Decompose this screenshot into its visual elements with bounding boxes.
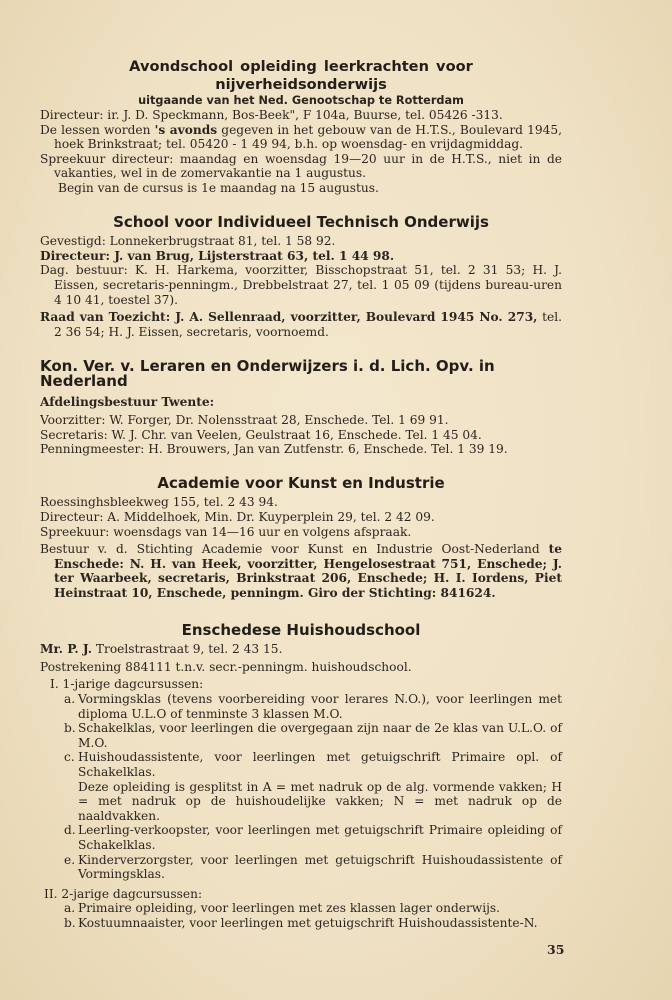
list-text: Kostuumnaaister, voor leerlingen met getuigschrift Huishoudassistente-N.: [78, 915, 538, 930]
list-item: [40, 721, 562, 750]
section-sito: [40, 212, 562, 340]
bold-text: Mr. P. J.: [40, 642, 92, 657]
bold-text: te Enschede: N. H. van Heek, voorzitter, Hengelosestraat 751, Enschede; J. ter Waarbeek, secretaris, Brinkstraat 206, Enschede; H. I. Iordens, Piet Heinstraat 10, Enschede, penningm. Giro der Stichting: 841624.: [54, 542, 562, 601]
course-group-label: II. 2-jarige dagcursussen:: [44, 886, 203, 901]
paragraph: Directeur: ir. J. D. Speckmann, Bos-Beek", F 104a, Buurse, tel. 05426 -313.: [40, 108, 503, 122]
list-text: Primaire opleiding, voor leerlingen met zes klassen lager onderwijs.: [78, 901, 501, 916]
list-text: Vormingsklas (tevens voorbereiding voor lerares N.O.), voor leerlingen met diploma U.L.O of tenminste 3 klassen M.O.: [78, 692, 562, 721]
paragraph: [40, 123, 562, 152]
paragraph: Penningmeester: H. Brouwers, Jan van Zutfenstr. 6, Enschede. Tel. 1 39 19.: [40, 442, 508, 457]
section-heading: Avondschool opleiding leerkrachten voor nijverheidsonderwijs: [129, 58, 473, 93]
paragraph: Spreekuur: woensdags van 14—16 uur en volgens afspraak.: [40, 524, 412, 539]
list-item: [40, 823, 562, 852]
bold-text: Raad van Toezicht: J. A. Sellenraad, voorzitter, Boulevard 1945 No. 273,: [40, 310, 538, 325]
section-heading: Academie voor Kunst en Industrie: [157, 473, 445, 492]
list-marker: a.: [64, 692, 76, 706]
section-huishoudschool: [40, 620, 562, 931]
list-item: [40, 692, 562, 721]
list-text: Leerling-verkoopster, voor leerlingen met getuigschrift Primaire opleiding of Schakelklas.: [78, 823, 562, 852]
paragraph: Secretaris: W. J. Chr. van Veelen, Geulstraat 16, Enschede. Tel. 1 45 04.: [40, 427, 482, 442]
section-heading: Kon. Ver. v. Leraren en Onderwijzers i. d. Lich. Opv. in Nederland: [40, 357, 495, 390]
text: Bestuur v. d. Stichting Academie voor Kunst en Industrie Oost-Nederland: [40, 542, 549, 557]
text: gegeven in het gebouw van de H.T.S., Boulevard 1945, hoek Brinkstraat; tel. 05420 - 1 49 94, b.h. op woensdag- en vrijdagmiddag.: [54, 122, 563, 152]
section-heading: Enschedese Huishoudschool: [181, 620, 421, 639]
paragraph: Roessinghsbleekweg 155, tel. 2 43 94.: [40, 495, 278, 510]
text: Huishoudassistente, voor leerlingen met getuigschrift Primaire opl. of Schakelklas.: [78, 750, 562, 779]
paragraph: Gevestigd: Lonnekerbrugstraat 81, tel. 1 58 92.: [40, 234, 336, 249]
bold-text: 's avonds: [154, 122, 218, 137]
list-text: [78, 750, 562, 823]
paragraph: [40, 642, 562, 657]
section-kon-ver: [40, 359, 562, 457]
paragraph: [40, 310, 562, 339]
list-marker: a.: [64, 901, 76, 916]
text-column: [40, 58, 562, 931]
text: tel. 2 36 54; H. J. Eissen, secretaris, voornoemd.: [54, 310, 562, 339]
section-heading: School voor Individueel Technisch Onderwijs: [113, 212, 489, 231]
page-number: 35: [547, 942, 565, 957]
note: Deze opleiding is gesplitst in A = met nadruk op de alg. vormende vakken; H = met nadruk op de huishoudelijke vakken; N = met nadruk op de naaldvakken.: [78, 779, 562, 823]
list-marker: c.: [64, 750, 75, 765]
list-marker: b.: [64, 721, 76, 736]
section-academie: [40, 473, 562, 601]
text: De lessen worden: [40, 122, 155, 137]
paragraph: [40, 542, 562, 600]
paragraph: Spreekuur directeur: maandag en woensdag 19—20 uur in de H.T.S., niet in de vakanties, wel in de zomervakantie na 1 augustus.: [40, 151, 562, 181]
list-item: [40, 901, 562, 916]
paragraph: [40, 249, 562, 264]
section-subheading: uitgaande van het Ned. Genootschap te Rotterdam: [138, 94, 464, 107]
list-marker: e.: [64, 852, 76, 867]
course-group-label: I. 1-jarige dagcursussen:: [50, 677, 204, 692]
paragraph: Postrekening 884111 t.n.v. secr.-penningm. huishoudschool.: [40, 659, 412, 674]
paragraph: Dag. bestuur: K. H. Harkema, voorzitter, Bisschopstraat 51, tel. 2 31 53; H. J. Eissen, secretaris-penningm., Drebbelstraat 27, tel. 1 05 09 (tijdens bureau-uren 4 10 41, toestel 37).: [40, 263, 562, 307]
list-marker: d.: [64, 823, 76, 838]
list-item: [40, 916, 562, 931]
section-subheading: Afdelingsbestuur Twente:: [40, 394, 215, 409]
paragraph: Voorzitter: W. Forger, Dr. Nolensstraat 28, Enschede. Tel. 1 69 91.: [40, 413, 449, 428]
list-item: [40, 853, 562, 882]
list-text: Kinderverzorgster, voor leerlingen met getuigschrift Huishoudassistente of Vormingsklas.: [78, 852, 562, 882]
paragraph: Directeur: A. Middelhoek, Min. Dr. Kuyperplein 29, tel. 2 42 09.: [40, 510, 435, 525]
list-item: [40, 750, 562, 823]
list-text: Schakelklas, voor leerlingen die overgegaan zijn naar de 2e klas van U.L.O. of M.O.: [78, 721, 562, 750]
paragraph: Begin van de cursus is 1e maandag na 15 augustus.: [58, 180, 379, 195]
bold-text: Directeur: J. van Brug, Lijsterstraat 63, tel. 1 44 98.: [40, 248, 395, 263]
section-avondschool: [40, 58, 562, 196]
text: Troelstrastraat 9, tel. 2 43 15.: [91, 642, 283, 657]
list-marker: b.: [64, 915, 76, 930]
